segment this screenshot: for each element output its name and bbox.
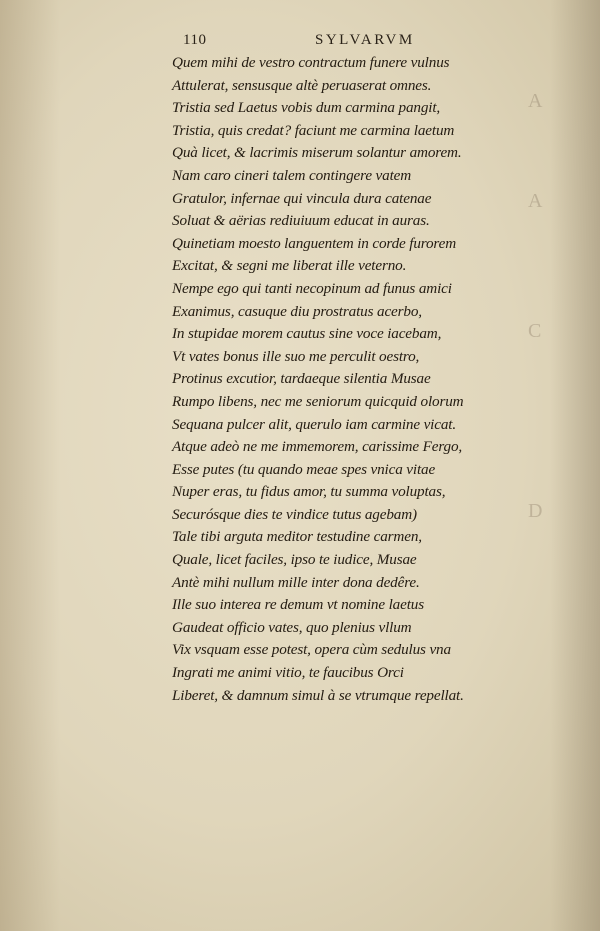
verse-line: Tristia sed Laetus vobis dum carmina pangit,: [172, 99, 441, 117]
margin-show-through-mark: A: [528, 90, 543, 112]
verse-line: Attulerat, sensusque altè peruaserat omnes.: [172, 76, 432, 94]
verse-line: Atque adeò ne me immemorem, carissime Fergo,: [172, 438, 463, 456]
verse-line: Liberet, & damnum simul à se vtrumque repellat.: [172, 686, 464, 704]
verse-line: Nam caro cineri talem contingere vatem: [172, 166, 412, 184]
verse-line: Sequana pulcer alit, querulo iam carmine vicat.: [172, 415, 456, 433]
page-edge-shadow-left: [0, 0, 60, 931]
verse-line: Exanimus, casuque diu prostratus acerbo,: [172, 302, 422, 320]
verse-line: Tristia, quis credat? faciunt me carmina laetum: [172, 121, 455, 139]
page-number: 110: [183, 32, 207, 48]
verse-line: Soluat & aërias rediuiuum educat in auras.: [172, 212, 430, 230]
verse-line: Ingrati me animi vitio, te faucibus Orci: [172, 664, 404, 682]
verse-line: Vt vates bonus ille suo me perculit oestro,: [172, 347, 420, 365]
verse-line: Nuper eras, tu fidus amor, tu summa voluptas,: [172, 483, 446, 501]
verse-line: Vix vsquam esse potest, opera cùm sedulus vna: [172, 641, 451, 659]
margin-show-through-mark: D: [528, 500, 543, 522]
verse-line: Protinus excutior, tardaeque silentia Musae: [172, 370, 431, 388]
verse-line: Nempe ego qui tanti necopinum ad funus amici: [172, 279, 452, 297]
verse-line: Ille suo interea re demum vt nomine laetus: [172, 596, 424, 614]
running-head: SYLVARVM: [315, 32, 415, 48]
verse-line: Quà licet, & lacrimis miserum solantur amorem.: [172, 144, 462, 162]
verse-line: Rumpo libens, nec me seniorum quicquid olorum: [172, 392, 464, 410]
verse-line: Quale, licet faciles, ipso te iudice, Musae: [172, 551, 417, 569]
verse-line: Antè mihi nullum mille inter dona dedêre.: [172, 573, 420, 591]
verse-line: Gratulor, infernae qui vincula dura catenae: [172, 189, 432, 207]
verse-line: Gaudeat officio vates, quo plenius vllum: [172, 618, 412, 636]
verse-line: Tale tibi arguta meditor testudine carmen,: [172, 528, 422, 546]
margin-show-through-mark: C: [528, 320, 542, 342]
verse-line: Quinetiam moesto languentem in corde furorem: [172, 234, 457, 252]
verse-line: Securósque dies te vindice tutus agebam): [172, 505, 417, 523]
verse-line: In stupidae morem cautus sine voce iacebam,: [172, 325, 442, 343]
page-header: [183, 32, 443, 54]
verse-line: Esse putes (tu quando meae spes vnica vitae: [172, 460, 436, 478]
verse-line: Quem mihi de vestro contractum funere vulnus: [172, 54, 450, 71]
margin-show-through-mark: A: [528, 190, 543, 212]
verse-line: Excitat, & segni me liberat ille veterno.: [172, 257, 407, 275]
verse-text: [172, 52, 562, 707]
